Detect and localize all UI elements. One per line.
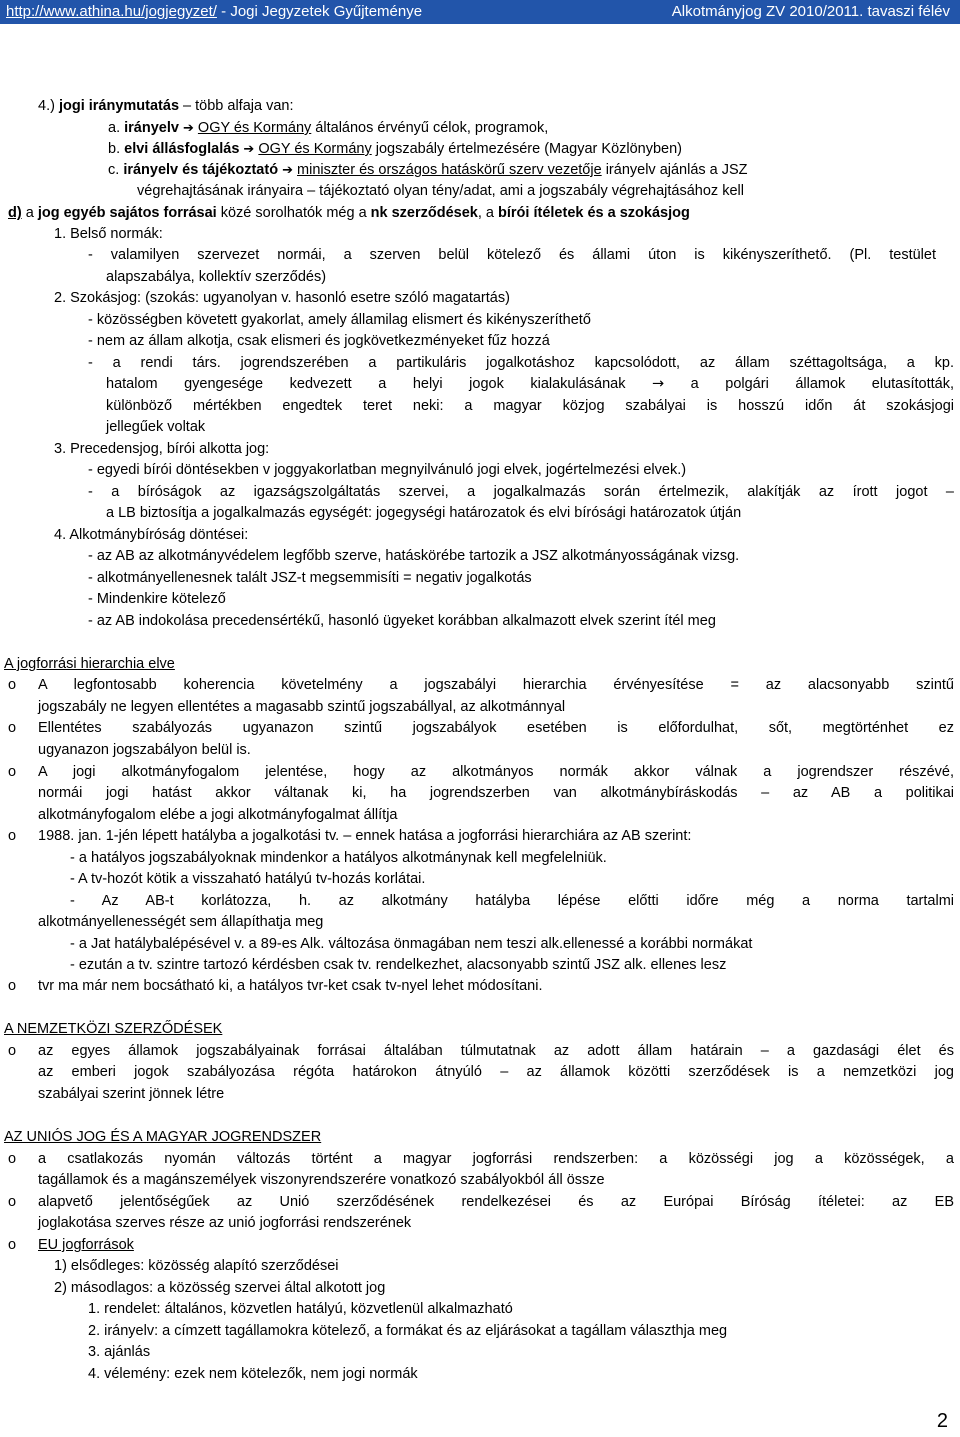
eu-law-bullet-1-line-2: tagállamok és a magánszemélyek viszonyrendszerére vonatkozó szabályokból áll össze xyxy=(38,1172,605,1188)
constitutional-court-item-3: - Mindenkire kötelező xyxy=(88,591,226,607)
eu-regulation-item: 1. rendelet: általános, közvetlen hatályú, közvetlenül alkalmazható xyxy=(88,1301,513,1317)
hierarchy-bullet-1: A legfontosabb koherencia követelmény a jogszabályi hierarchia érvényesítése = az alacsonyabb szintű xyxy=(38,677,954,693)
eu-law-bullet-1: a csatlakozás nyomán változás történt a magyar jogforrási rendszerben: a közösségi jog a közösségek, a xyxy=(38,1151,954,1167)
header-left xyxy=(6,0,422,24)
item-d-number: d) xyxy=(8,205,22,221)
precedent-law-item-1: - egyedi bírói döntésekben v joggyakorlatban megnyilvánuló jogi elvek, jogértelmezési elvek.) xyxy=(88,462,687,478)
hierarchy-bullet-2: Ellentétes szabályozás ugyanazon szintű jogszabályok esetében is előfordulhat, sőt, megtörténhet ez xyxy=(38,720,954,736)
customary-law-item-3-part-a: hatalom gyengesége kedvezett a helyi jogok kialakulásának xyxy=(106,376,626,392)
header-separator: - xyxy=(216,3,231,20)
constitutional-court-item-2: - alkotmányellenesnek talált JSZ-t megsemmisíti = negativ jogalkotás xyxy=(88,570,532,586)
eu-law-heading: AZ UNIÓS JOG ÉS A MAGYAR JOGRENDSZER xyxy=(4,1129,322,1145)
item-d-text-2: közé sorolhatók még a xyxy=(216,205,371,221)
section-4-line xyxy=(38,96,294,117)
item-a-term: irányelv xyxy=(124,120,179,136)
hierarchy-bullet-4-sub-2: - A tv-hozót kötik a visszaható hatályú tv-hozás korlátai. xyxy=(70,871,426,887)
right-arrow-icon: ➔ xyxy=(243,142,255,157)
customary-law-item-3: - a rendi társ. jogrendszerében a partikuláris jogalkotáshoz kapcsolódott, az állam széttagoltsága, a kp. xyxy=(88,355,954,371)
hierarchy-bullet-4-sub-3-line-2: alkotmányellenességét sem állapíthatja meg xyxy=(38,914,324,930)
item-b-line xyxy=(108,139,682,160)
hierarchy-bullet-3: A jogi alkotmányfogalom jelentése, hogy az alkotmányos normák akkor válnak a jogrendszer részévé, xyxy=(38,764,954,780)
item-a-number: a. xyxy=(108,120,121,136)
header-course-title: Alkotmányjog ZV 2010/2011. tavaszi félév xyxy=(671,3,950,20)
internal-norms-dash-1: - valamilyen szervezet normái, a szerven belül kötelező és állami úton is kikényszeríthető. (Pl. testület xyxy=(88,247,936,263)
item-b-rest: jogszabály értelmezésére (Magyar Közlönyben) xyxy=(371,141,683,157)
eu-opinion-item: 4. vélemény: ezek nem kötelezők, nem jogi normák xyxy=(88,1366,418,1382)
precedent-law-item-2-line-2: a LB biztosítja a jogalkalmazás egységét: jogegységi határozatok és elvi bírósági határozatok útján xyxy=(106,505,742,521)
item-d-text-1: a xyxy=(21,205,38,221)
hierarchy-heading: A jogforrási hierarchia elve xyxy=(4,656,175,672)
hierarchy-bullet-4-sub-3: - Az AB-t korlátozza, h. az alkotmány hatályba lépése előtti időre még a norma tartalmi xyxy=(70,893,954,909)
item-c-term: irányelv és tájékoztató xyxy=(123,162,279,178)
international-treaties-bullet-1-line-2: az emberi jogok szabályozása régóta határokon átnyúló – az államok közötti szerződések is a nemzetközi jog xyxy=(38,1064,954,1080)
eu-sources-heading: EU jogforrások xyxy=(38,1237,134,1253)
hierarchy-bullet-4-sub-1: - a hatályos jogszabályoknak mindenkor a hatályos alkotmánynak kell megfelelniük. xyxy=(70,850,607,866)
international-treaties-bullet-1-line-3: szabályai szerint jönnek létre xyxy=(38,1086,225,1102)
item-b-number: b. xyxy=(108,141,121,157)
customary-law-item-1: - közösségben követett gyakorlat, amely államilag elismert és kikényszeríthető xyxy=(88,312,591,328)
bullet-icon: o xyxy=(8,1237,17,1253)
bullet-icon: o xyxy=(8,764,17,780)
hierarchy-bullet-5: tvr ma már nem bocsátható ki, a hatályos tvr-ket csak tv-nyel lehet módosítani. xyxy=(38,978,543,994)
bullet-icon: o xyxy=(8,720,17,736)
section-4-title: jogi iránymutatás xyxy=(58,98,180,114)
eu-directive-item: 2. irányelv: a címzett tagállamokra kötelező, a formákat és az eljárásokat a tagállam választhja meg xyxy=(88,1323,728,1339)
hierarchy-bullet-3-line-2: normái jogi hatást akkor váltanak ki, ha jogrendszerben van alkotmánybíráskodás – az AB a politikai xyxy=(38,785,954,801)
constitutional-court-item-1: - az AB az alkotmányvédelem legfőbb szerve, hatáskörébe tartozik a JSZ alkotmányosságának vizsg. xyxy=(88,548,740,564)
customary-law-title: 2. Szokásjog: (szokás: ugyanolyan v. hasonló esetre szóló magatartás) xyxy=(54,290,510,306)
right-arrow-icon: ➔ xyxy=(182,121,194,136)
hierarchy-bullet-4-sub-5: - ezután a tv. szintre tartozó kérdésben csak tv. rendelkezhet, alacsonyabb szintű JSZ alk. ellenes lesz xyxy=(70,957,727,973)
bullet-icon: o xyxy=(8,828,17,844)
hierarchy-bullet-4: 1988. jan. 1-jén lépett hatályba a jogalkotási tv. – ennek hatása a jogforrási hierarchiára az AB szerint: xyxy=(38,828,692,844)
customary-law-item-2: - nem az állam alkotja, csak elismeri és jogkövetkezményeket fűz hozzá xyxy=(88,333,550,349)
hierarchy-bullet-4-sub-4: - a Jat hatálybalépésével v. a 89-es Alk. változása önmagában nem teszi alk.ellenessé a korábbi normákat xyxy=(70,936,753,952)
precedent-law-item-2: - a bíróságok az igazságszolgáltatás szervei, a jogalkalmazás során értelmezik, alakítják az írott jogot – xyxy=(88,484,954,500)
eu-law-bullet-2-line-2: joglakotása szerves része az unió jogforrási rendszerének xyxy=(38,1215,412,1231)
item-b-term: elvi állásfoglalás xyxy=(124,141,240,157)
international-treaties-heading: A NEMZETKÖZI SZERZŐDÉSEK xyxy=(4,1021,223,1037)
item-c-number: c. xyxy=(108,162,120,178)
item-d-line xyxy=(8,203,690,224)
page-header xyxy=(0,0,960,24)
bullet-icon: o xyxy=(8,978,17,994)
internal-norms-title: 1. Belső normák: xyxy=(54,226,163,242)
item-a-line xyxy=(108,118,548,139)
international-treaties-bullet-1: az egyes államok jogszabályainak forrásai általában túlmutatnak az adott állam határain – a gazdasági élet és xyxy=(38,1043,954,1059)
page-number: 2 xyxy=(936,1410,948,1432)
thin-right-arrow-icon: → xyxy=(652,376,665,392)
item-c-org: miniszter és országos hatáskörű szerv vezetője xyxy=(297,162,602,178)
item-c-line xyxy=(108,160,748,181)
bullet-icon: o xyxy=(8,1194,17,1210)
header-url-link[interactable]: http://www.athina.hu/jogjegyzet/ xyxy=(6,3,217,20)
eu-law-bullet-2: alapvető jelentőségűek az Unió szerződésének rendelkezései és az Európai Bíróság ítéletei: az EB xyxy=(38,1194,954,1210)
customary-law-item-3-line-2 xyxy=(106,374,954,395)
section-4-number: 4.) xyxy=(38,98,55,114)
constitutional-court-item-4: - az AB indokolása precedensértékű, hasonló ügyeket korábban alkalmazott elvek szerint ítél meg xyxy=(88,613,716,629)
customary-law-item-3-line-4: jellegűek voltak xyxy=(106,419,206,435)
item-c-rest: irányelv ajánlás a JSZ xyxy=(601,162,748,178)
hierarchy-bullet-3-line-3: alkotmányfogalom elébe a jogi alkotmányfogalmat állítja xyxy=(38,807,398,823)
section-4-rest: – több alfaja van: xyxy=(179,98,294,114)
bullet-icon: o xyxy=(8,1151,17,1167)
hierarchy-bullet-2-line-2: ugyanazon jogszabályon belül is. xyxy=(38,742,251,758)
constitutional-court-title: 4. Alkotmánybíróság döntései: xyxy=(54,527,249,543)
eu-secondary-sources: 2) másodlagos: a közösség szervei által alkotott jog xyxy=(54,1280,386,1296)
bullet-icon: o xyxy=(8,677,17,693)
hierarchy-bullet-1-line-2: jogszabály ne legyen ellentétes a magasabb szintű jogszabállyal, az alkotmánnyal xyxy=(38,699,566,715)
item-a-rest: általános érvényű célok, programok, xyxy=(311,120,549,136)
customary-law-item-3-part-b: a polgári államok elutasították, xyxy=(664,376,955,392)
customary-law-item-3-line-3: különböző mértékben engedtek teret neki: a magyar közjog szabályai is hosszú időn át szokásjogi xyxy=(106,398,954,414)
item-a-org: OGY és Kormány xyxy=(197,120,312,136)
internal-norms-dash-1-line-2: alapszabálya, kollektív szerződés) xyxy=(106,269,327,285)
item-b-org: OGY és Kormány xyxy=(258,141,372,157)
item-d-text-3: , a xyxy=(477,205,499,221)
bullet-icon: o xyxy=(8,1043,17,1059)
item-d-term-2: nk szerződések xyxy=(370,205,478,221)
item-d-term-3: bírói ítéletek és a szokásjog xyxy=(498,205,690,221)
eu-recommendation-item: 3. ajánlás xyxy=(88,1344,151,1360)
right-arrow-icon: ➔ xyxy=(282,163,293,178)
eu-primary-sources: 1) elsődleges: közösség alapító szerződései xyxy=(54,1258,339,1274)
precedent-law-title: 3. Precedensjog, bírói alkotta jog: xyxy=(54,441,270,457)
item-c-line-2: végrehajtásának irányaira – tájékoztató olyan tény/adat, ami a jogszabály végrehajtásához kell xyxy=(137,183,744,199)
header-site-title: Jogi Jegyzetek Gyűjteménye xyxy=(230,3,423,20)
item-d-term-1: jog egyéb sajátos forrásai xyxy=(37,205,217,221)
